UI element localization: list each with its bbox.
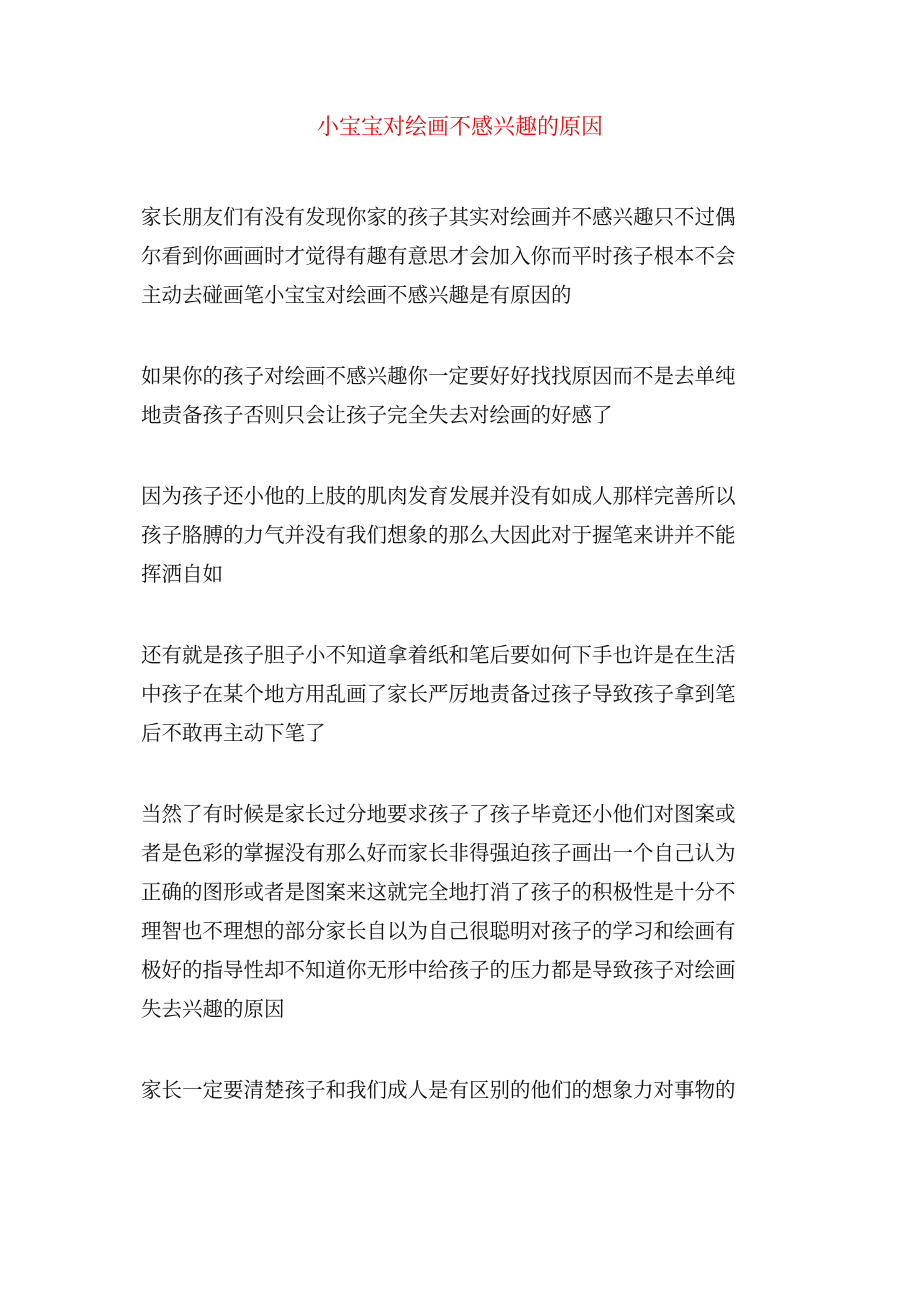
paragraph-1: [141, 198, 781, 315]
text-line: 家长朋友们有没有发现你家的孩子其实对绘画并不感兴趣只不过偶: [141, 205, 736, 229]
paragraph-2: [141, 357, 781, 435]
text-line: 还有就是孩子胆子小不知道拿着纸和笔后要如何下手也许是在生活: [141, 643, 736, 667]
text-line: 后不敢再主动下笔了: [141, 721, 326, 745]
text-line: 者是色彩的掌握没有那么好而家长非得强迫孩子画出一个自己认为: [141, 841, 736, 865]
text-line: 因为孩子还小他的上肢的肌肉发育发展并没有如成人那样完善所以: [141, 484, 736, 508]
text-line: 挥洒自如: [141, 562, 223, 586]
document-body: [141, 198, 781, 1152]
paragraph-6: [141, 1071, 781, 1110]
paragraph-3: [141, 477, 781, 594]
text-line: 失去兴趣的原因: [141, 997, 285, 1021]
text-line: 地责备孩子否则只会让孩子完全失去对绘画的好感了: [141, 403, 613, 427]
text-line: 家长一定要清楚孩子和我们成人是有区别的他们的想象力对事物的: [141, 1078, 736, 1102]
text-line: 当然了有时候是家长过分地要求孩子了孩子毕竟还小他们对图案或: [141, 802, 736, 826]
text-line: 如果你的孩子对绘画不感兴趣你一定要好好找找原因而不是去单纯: [141, 364, 736, 388]
text-line: 尔看到你画画时才觉得有趣有意思才会加入你而平时孩子根本不会: [141, 244, 736, 268]
text-line: 主动去碰画笔小宝宝对绘画不感兴趣是有原因的: [141, 283, 572, 307]
text-line: 孩子胳膊的力气并没有我们想象的那么大因此对于握笔来讲并不能: [141, 523, 736, 547]
paragraph-5: [141, 795, 781, 1029]
paragraph-4: [141, 636, 781, 753]
text-line: 极好的指导性却不知道你无形中给孩子的压力都是导致孩子对绘画: [141, 958, 736, 982]
text-line: 中孩子在某个地方用乱画了家长严厉地责备过孩子导致孩子拿到笔: [141, 682, 736, 706]
text-line: 正确的图形或者是图案来这就完全地打消了孩子的积极性是十分不: [141, 880, 736, 904]
text-line: 理智也不理想的部分家长自以为自己很聪明对孩子的学习和绘画有: [141, 919, 736, 943]
document-title: 小宝宝对绘画不感兴趣的原因: [316, 115, 603, 140]
